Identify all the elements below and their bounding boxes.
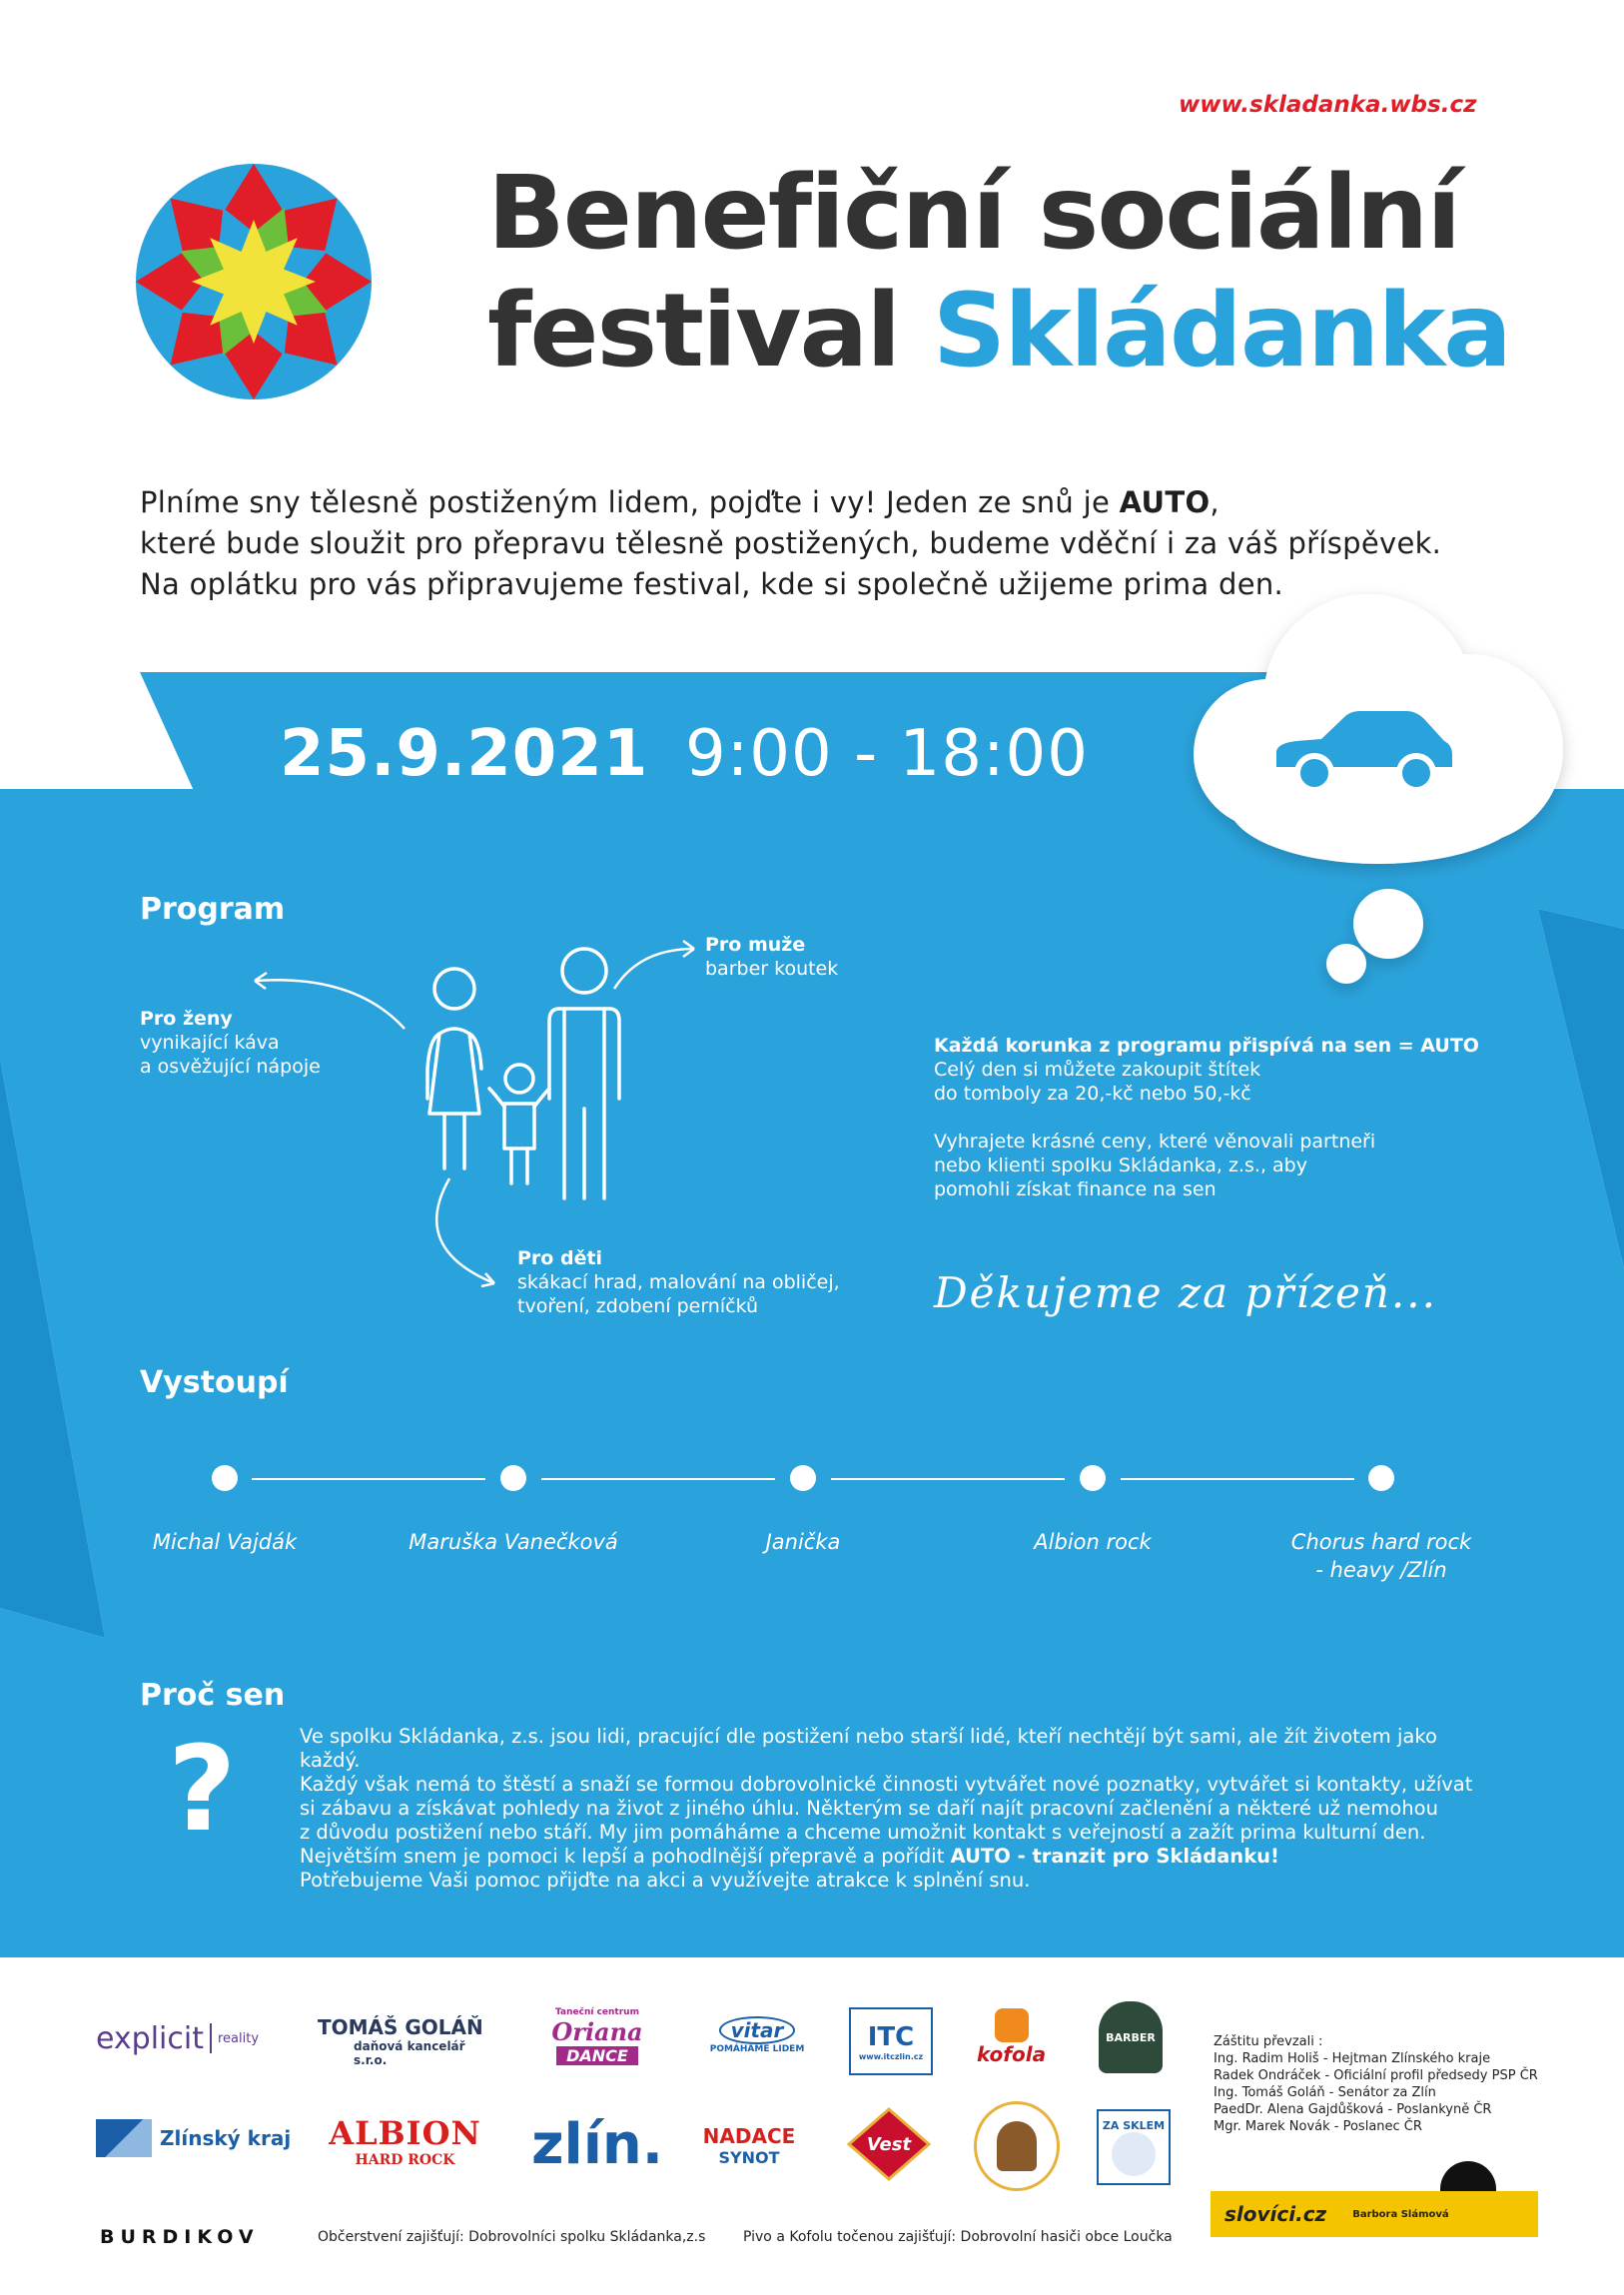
timeline-dot [212, 1465, 238, 1491]
program-men-desc: barber koutek [705, 958, 839, 980]
thanks-text: Děkujeme za přízeň... [934, 1268, 1437, 1317]
program-kids [517, 1246, 840, 1318]
car-icon [1266, 709, 1456, 799]
sponsor-vitar-logo[interactable] [707, 2005, 807, 2065]
intro-auto-bold: AUTO [1119, 485, 1211, 519]
face-icon [1112, 2132, 1156, 2176]
performer-item [399, 1528, 628, 1556]
vitar-text: vitar [719, 2016, 796, 2044]
patronage-line: PaedDr. Alena Gajdůšková - Poslankyně ČR [1214, 2102, 1492, 2117]
timeline-segment [252, 1478, 485, 1480]
program-women-title: Pro ženy [140, 1008, 233, 1030]
event-time: 9:00 - 18:00 [685, 717, 1089, 791]
timeline-segment [541, 1478, 775, 1480]
slovici-bar [1211, 2191, 1538, 2237]
albion-text: ALBION [329, 2114, 481, 2152]
program-kids-desc-1: skákací hrad, malování na obličej, [517, 1271, 840, 1293]
program-info-line-3: Vyhrajete krásné ceny, které věnovali partneři [934, 1131, 1376, 1152]
golan-text: TOMÁŠ GOLÁŇ [318, 2015, 483, 2039]
why-line-5-pre: Největším snem je pomoci k lepší a pohodlnější přepravě a pořídit [300, 1845, 951, 1868]
performer-item [1266, 1528, 1496, 1584]
zlin-text: zlín. [530, 2111, 664, 2177]
title-accent: Skládanka [932, 272, 1510, 390]
sponsor-za-sklem-logo[interactable] [1097, 2109, 1171, 2185]
albion-sub: HARD ROCK [355, 2152, 455, 2168]
program-info-title: Každá korunka z programu přispívá na sen = AUTO [934, 1035, 1479, 1057]
program-women-desc-1: vynikající káva [140, 1032, 280, 1054]
title-line-1: Benefiční sociální [487, 154, 1460, 273]
sponsor-itc-logo[interactable] [849, 2007, 933, 2075]
why-line-3: si zábavu a získávat pohledy na život z jiného úhlu. Některým se daří najít pracovní začlenění a některé už nemohou [300, 1797, 1438, 1820]
event-date: 25.9.2021 [280, 717, 649, 791]
program-men [705, 933, 838, 981]
oriana-top: Taneční centrum [555, 2007, 639, 2017]
title-line-2-plain: festival [487, 272, 933, 390]
timeline-dot [790, 1465, 816, 1491]
program-info-line-1: Celý den si můžete zakoupit štítek [934, 1059, 1261, 1081]
sponsor-slovici-logo[interactable] [1211, 2147, 1538, 2237]
page-title [487, 155, 1510, 390]
sponsor-round-logo[interactable] [974, 2101, 1060, 2191]
patronage-line: Mgr. Marek Novák - Poslanec ČR [1214, 2119, 1422, 2134]
performer-item [978, 1528, 1208, 1556]
sponsor-albion-logo[interactable] [318, 2107, 492, 2175]
sponsor-oriana-logo[interactable] [542, 2005, 652, 2067]
patronage-title: Záštitu převzali : [1214, 2034, 1323, 2049]
sponsor-golan-logo[interactable] [318, 2017, 492, 2065]
patronage-line: Radek Ondráček - Oficiální profil předsedy PSP ČR [1214, 2068, 1538, 2083]
why-line-2: Každý však nemá to štěstí a snaží se formou dobrovolnické činnosti vytvářet nové poznatky, vytvářet si kontakty, užívat [300, 1773, 1473, 1796]
barber-text: BARBER [1106, 2030, 1156, 2044]
program-heading: Program [140, 892, 286, 927]
explicit-text: explicit [96, 2020, 204, 2056]
program-info-line-5: pomohli získat finance na sen [934, 1178, 1217, 1200]
performer-name: Chorus hard rock [1290, 1530, 1472, 1554]
oriana-sub: DANCE [556, 2046, 638, 2065]
performer-name-line-2: - heavy /Zlín [1315, 1558, 1447, 1582]
timeline-dot [1080, 1465, 1106, 1491]
sponsor-vest-logo[interactable] [847, 2107, 931, 2181]
program-info-line-2: do tomboly za 20,-kč nebo 50,-kč [934, 1083, 1251, 1105]
performer-name: Michal Vajdák [152, 1530, 298, 1554]
title-line-2 [487, 273, 1510, 390]
intro-line-3: Na oplátku pro vás připravujeme festival, kde si společně užijeme prima den. [140, 567, 1284, 601]
golan-sub: daňová kancelář s.r.o. [354, 2039, 465, 2067]
performer-item [110, 1528, 340, 1556]
slovici-name: Barbora Slámová [1352, 2208, 1449, 2220]
sponsor-kofola-logo[interactable] [974, 1997, 1049, 2077]
sponsor-zlin-logo[interactable] [530, 2105, 664, 2183]
timeline-dot [1368, 1465, 1394, 1491]
slovici-text: slovíci.cz [1224, 2202, 1327, 2226]
intro-line-1-pre: Plníme sny tělesně postiženým lidem, pojďte i vy! Jeden ze snů je [140, 485, 1120, 519]
nadace-text: NADACE [702, 2123, 796, 2148]
intro-line-1 [140, 482, 1518, 523]
program-women [140, 1007, 321, 1079]
question-mark-icon: ? [168, 1720, 237, 1858]
website-url[interactable]: www.skladanka.wbs.cz [1179, 92, 1477, 118]
performer-name: Janička [765, 1530, 841, 1554]
explicit-sub: reality [218, 2030, 260, 2046]
timeline-dot [500, 1465, 526, 1491]
timeline-segment [1121, 1478, 1354, 1480]
zaskem-text: ZA SKLEM [1102, 2118, 1166, 2132]
why-line-1: Ve spolku Skládanka, z.s. jsou lidi, pracující dle postižení nebo starší lidé, kteří nechtějí být sami, ale žít životem jako každý. [300, 1725, 1437, 1772]
patronage-line: Ing. Tomáš Goláň - Senátor za Zlín [1214, 2085, 1436, 2100]
program-info-line-4: nebo klienti spolku Skládanka, z.s., aby [934, 1154, 1307, 1176]
why-line-5-bold: AUTO - tranzit pro Skládanku! [950, 1845, 1279, 1868]
skladanka-logo [134, 152, 374, 411]
vest-text: Vest [866, 2133, 912, 2155]
program-kids-title: Pro děti [517, 1247, 603, 1269]
figure-icon [997, 2121, 1037, 2171]
why-line-5 [300, 1845, 1498, 1869]
itc-sub: www.itczlin.cz [858, 2051, 924, 2061]
program-kids-desc-2: tvoření, zdobení perníčků [517, 1295, 759, 1317]
footer-beer: Pivo a Kofolu točenou zajišťují: Dobrovolní hasiči obce Loučka [743, 2229, 1173, 2245]
footer-refreshments: Občerstvení zajišťují: Dobrovolníci spolku Skládanka,z.s [318, 2229, 706, 2245]
zlinsky-kraj-text: Zlínský kraj [160, 2126, 292, 2150]
performer-item [688, 1528, 918, 1556]
why-text [300, 1725, 1498, 1893]
patronage-line: Ing. Radim Holiš - Hejtman Zlínského kraje [1214, 2051, 1491, 2066]
sponsor-nadace-synot-logo[interactable] [689, 2109, 809, 2181]
vitar-sub: POMÁHÁME LIDEM [709, 2044, 805, 2054]
slovici-container [1211, 2147, 1538, 2237]
itc-text: ITC [867, 2021, 915, 2052]
kofola-leaf-icon [995, 2008, 1029, 2042]
why-heading: Proč sen [140, 1678, 286, 1713]
program-info [934, 1034, 1479, 1201]
why-line-4: z důvodu postižení nebo stáří. My jim pomáháme a chceme umožnit kontakt s veřejností a zažít prima kulturní den. [300, 1821, 1426, 1844]
patronage-list [1214, 2033, 1538, 2135]
intro-line-1-post: , [1210, 485, 1219, 519]
why-line-6: Potřebujeme Vaši pomoc přijďte na akci a využívejte atrakce k splnění snu. [300, 1869, 1031, 1892]
program-women-desc-2: a osvěžující nápoje [140, 1056, 321, 1078]
intro-line-2: které bude sloužit pro přepravu tělesně postižených, budeme vděční i za váš příspěvek. [140, 526, 1442, 560]
nadace-sub: SYNOT [718, 2147, 780, 2167]
sponsor-barber-logo[interactable] [1099, 2001, 1163, 2073]
family-icon [400, 929, 659, 1228]
kofola-text: kofola [976, 2042, 1047, 2066]
performer-name: Albion rock [1034, 1530, 1152, 1554]
sponsor-zlinsky-kraj-logo[interactable] [96, 2113, 296, 2163]
performer-name: Maruška Vanečková [408, 1530, 618, 1554]
oriana-text: Oriana [551, 2017, 643, 2046]
timeline-segment [831, 1478, 1065, 1480]
zlinsky-kraj-mark-icon [96, 2119, 152, 2157]
program-men-title: Pro muže [705, 934, 806, 956]
sponsor-burdikov-logo[interactable]: BURDIKOV [100, 2226, 260, 2248]
sponsor-explicit-logo[interactable] [96, 2015, 286, 2061]
performers-heading: Vystoupí [140, 1365, 289, 1400]
